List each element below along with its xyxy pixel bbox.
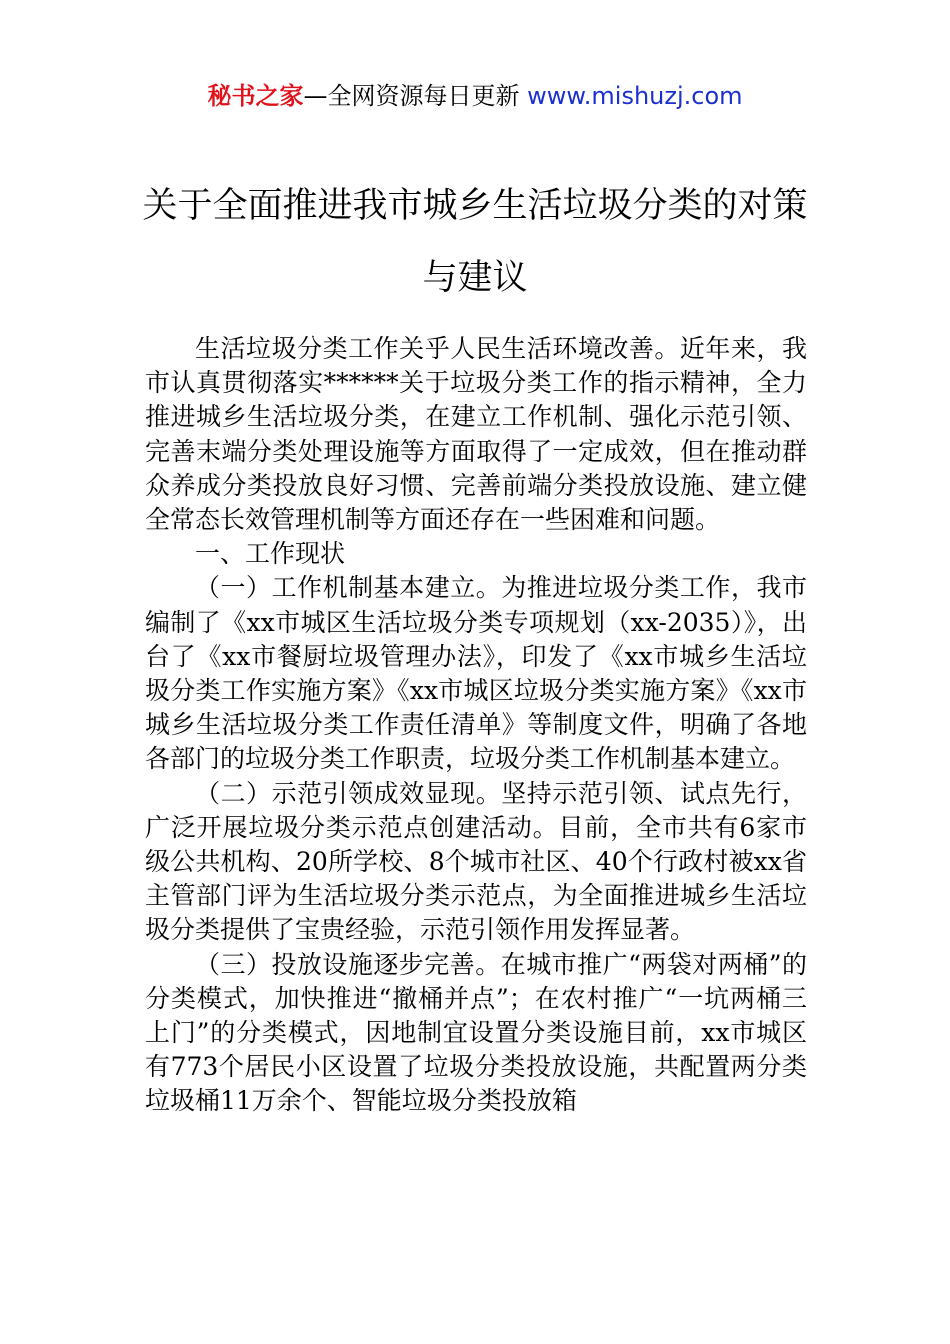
intro-paragraph: 生活垃圾分类工作关乎人民生活环境改善。近年来，我市认真贯彻落实******关于垃圾分类工作的指示精神，全力推进城乡生活垃圾分类，在建立工作机制、强化示范引领、完善末端分类处理设施等方面取得了一定成效，但在推动群众养成分类投放良好习惯、完善前端分类投放设施、建立健全常态长效管理机制等方面还存在一些困难和问题。 — [145, 334, 807, 535]
site-header — [0, 78, 950, 114]
document-body — [145, 332, 807, 1119]
site-url-link[interactable]: www.mishuzj.com — [527, 82, 743, 110]
document-title: 关于全面推进我市城乡生活垃圾分类的对策与建议 — [142, 186, 808, 298]
paragraph-demonstration: （二）示范引领成效显现。坚持示范引领、试点先行，广泛开展垃圾分类示范点创建活动。目前，全市共有6家市级公共机构、20所学校、8个城市社区、40个行政村被xx省主管部门评为生活垃圾分类示范点，为全面推进城乡生活垃圾分类提供了宝贵经验，示范引领作用发挥显著。 — [145, 778, 807, 945]
brand-name: 秘书之家 — [207, 82, 304, 110]
paragraph-mechanism: （一）工作机制基本建立。为推进垃圾分类工作，我市编制了《xx市城区生活垃圾分类专项规划（xx-2035）》，出台了《xx市餐厨垃圾管理办法》，印发了《xx市城乡生活垃圾分类工作实施方案》《xx市城区垃圾分类实施方案》《xx市城乡生活垃圾分类工作责任清单》等制度文件，明确了各地各部门的垃圾分类工作职责，垃圾分类工作机制基本建立。 — [145, 573, 807, 774]
header-tagline: —全网资源每日更新 — [303, 82, 520, 110]
section-heading: 一、工作现状 — [195, 539, 346, 569]
paragraph-facilities: （三）投放设施逐步完善。在城市推广“两袋对两桶”的分类模式，加快推进“撤桶并点”；在农村推广“一坑两桶三上门”的分类模式，因地制宜设置分类设施目前，xx市城区有773个居民小区设置了垃圾分类投放设施，共配置两分类垃圾桶11万余个、智能垃圾分类投放箱 — [145, 949, 807, 1116]
